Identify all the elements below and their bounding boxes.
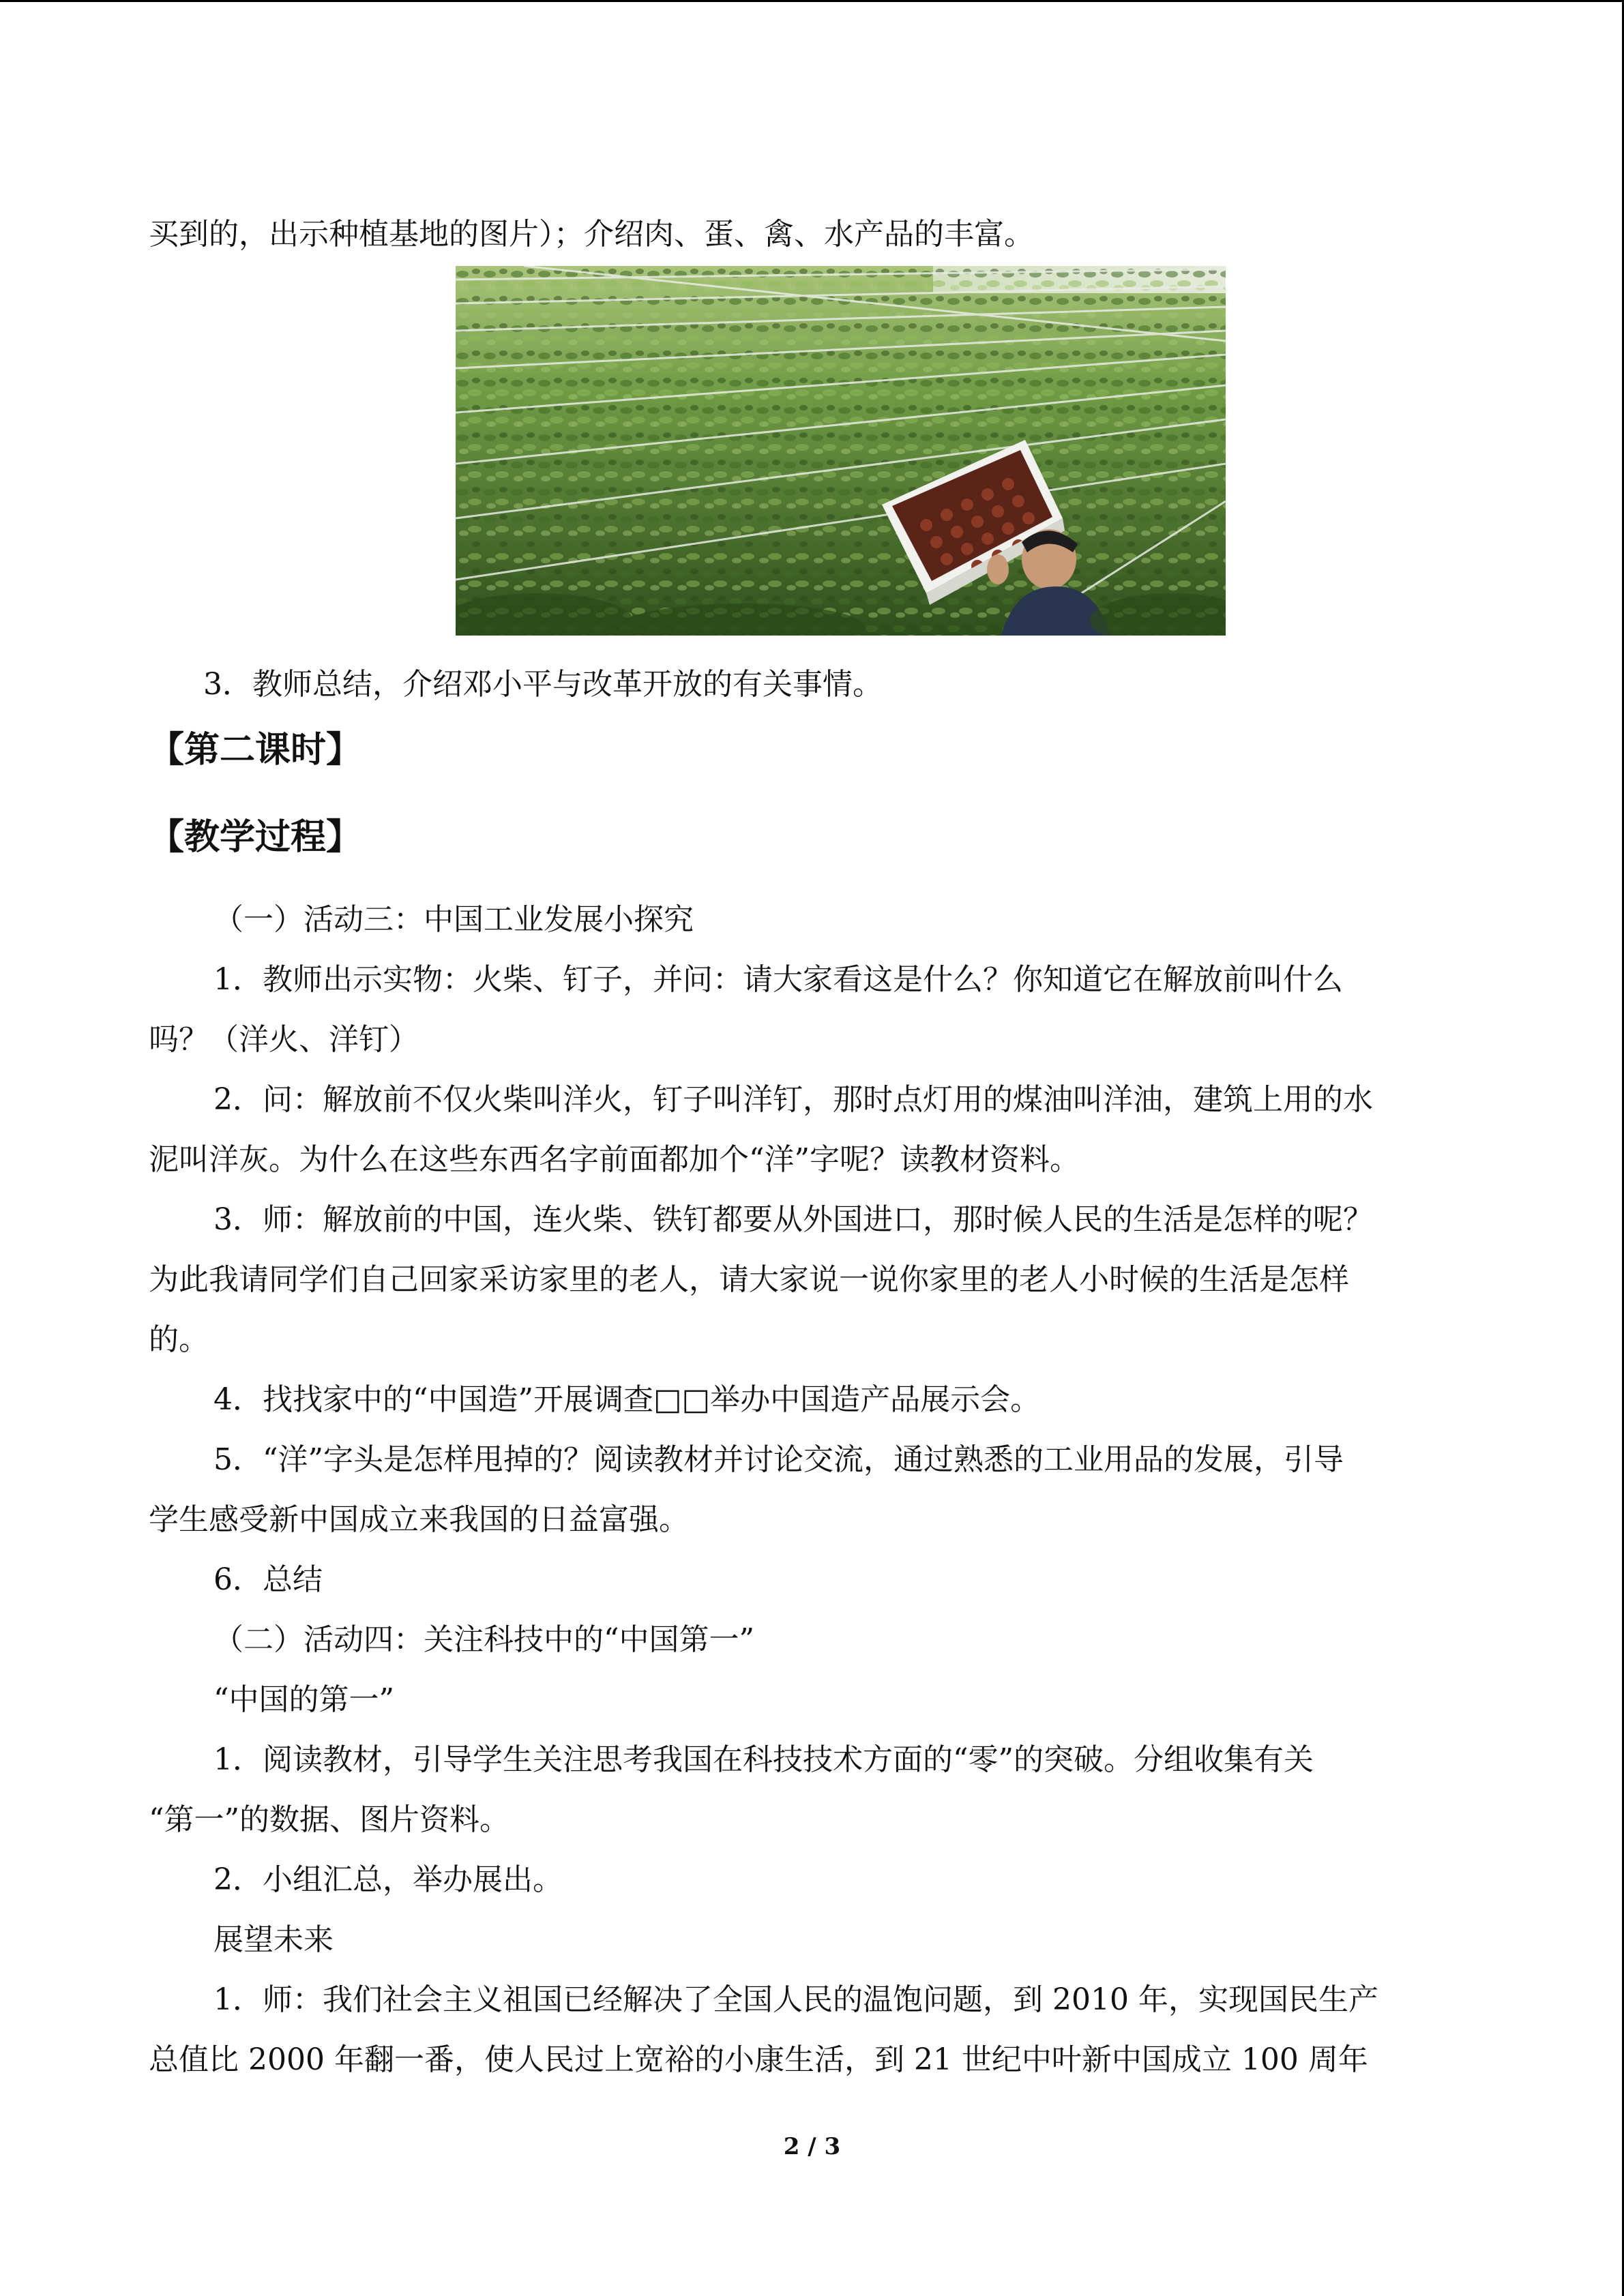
text-line: 6．总结 <box>213 1562 323 1597</box>
text-line: 2．小组汇总，举办展出。 <box>213 1862 563 1897</box>
text-line: 展望未来 <box>213 1922 334 1957</box>
strawberry-harvest-image <box>456 266 1226 636</box>
text-line: 3．教师总结，介绍邓小平与改革开放的有关事情。 <box>203 667 883 702</box>
text-line: “中国的第一” <box>213 1682 394 1717</box>
text-line: 学生感受新中国成立来我国的日益富强。 <box>149 1502 689 1537</box>
text-line: 为此我请同学们自己回家采访家里的老人，请大家说一说你家里的老人小时候的生活是怎样 <box>149 1262 1349 1297</box>
text-line: 的。 <box>149 1322 209 1357</box>
text-line: 买到的，出示种植基地的图片）；介绍肉、蛋、禽、水产品的丰富。 <box>149 217 1034 252</box>
section-heading: 【教学过程】 <box>149 817 362 858</box>
text-line: 1．教师出示实物：火柴、钉子，并问：请大家看这是什么？你知道它在解放前叫什么 <box>213 962 1343 997</box>
text-line: 2．问：解放前不仅火柴叫洋火，钉子叫洋钉，那时点灯用的煤油叫洋油，建筑上用的水 <box>213 1082 1373 1117</box>
text-line: （一）活动三：中国工业发展小探究 <box>213 902 694 937</box>
text-line: “第一”的数据、图片资料。 <box>149 1802 510 1837</box>
body-text <box>149 890 1475 2090</box>
text-line: 1．阅读教材，引导学生关注思考我国在科技技术方面的“零”的突破。分组收集有关 <box>213 1742 1314 1777</box>
page-number: 2 / 3 <box>783 2133 841 2160</box>
text-line: 吗？（洋火、洋钉） <box>149 1022 419 1057</box>
section-heading: 【第二课时】 <box>149 730 362 771</box>
page-border <box>0 0 1624 2</box>
text-line: 3．师：解放前的中国，连火柴、铁钉都要从外国进口，那时候人民的生活是怎样的呢？ <box>213 1202 1373 1237</box>
text-line: 5．“洋”字头是怎样甩掉的？阅读教材并讨论交流，通过熟悉的工业用品的发展，引导 <box>213 1442 1344 1477</box>
greenhouse-photo <box>456 266 1226 636</box>
text-line: 总值比 2000 年翻一番，使人民过上宽裕的小康生活，到 21 世纪中叶新中国成立 100 周年 <box>149 2042 1368 2077</box>
text-line: （二）活动四：关注科技中的“中国第一” <box>213 1622 754 1657</box>
text-line: 泥叫洋灰。为什么在这些东西名字前面都加个“洋”字呢？读教材资料。 <box>149 1142 1080 1177</box>
text-line: 1．师：我们社会主义祖国已经解决了全国人民的温饱问题，到 2010 年，实现国民生产 <box>213 1982 1378 2017</box>
text-line: 4．找找家中的“中国造”开展调查□□举办中国造产品展示会。 <box>213 1382 1041 1417</box>
